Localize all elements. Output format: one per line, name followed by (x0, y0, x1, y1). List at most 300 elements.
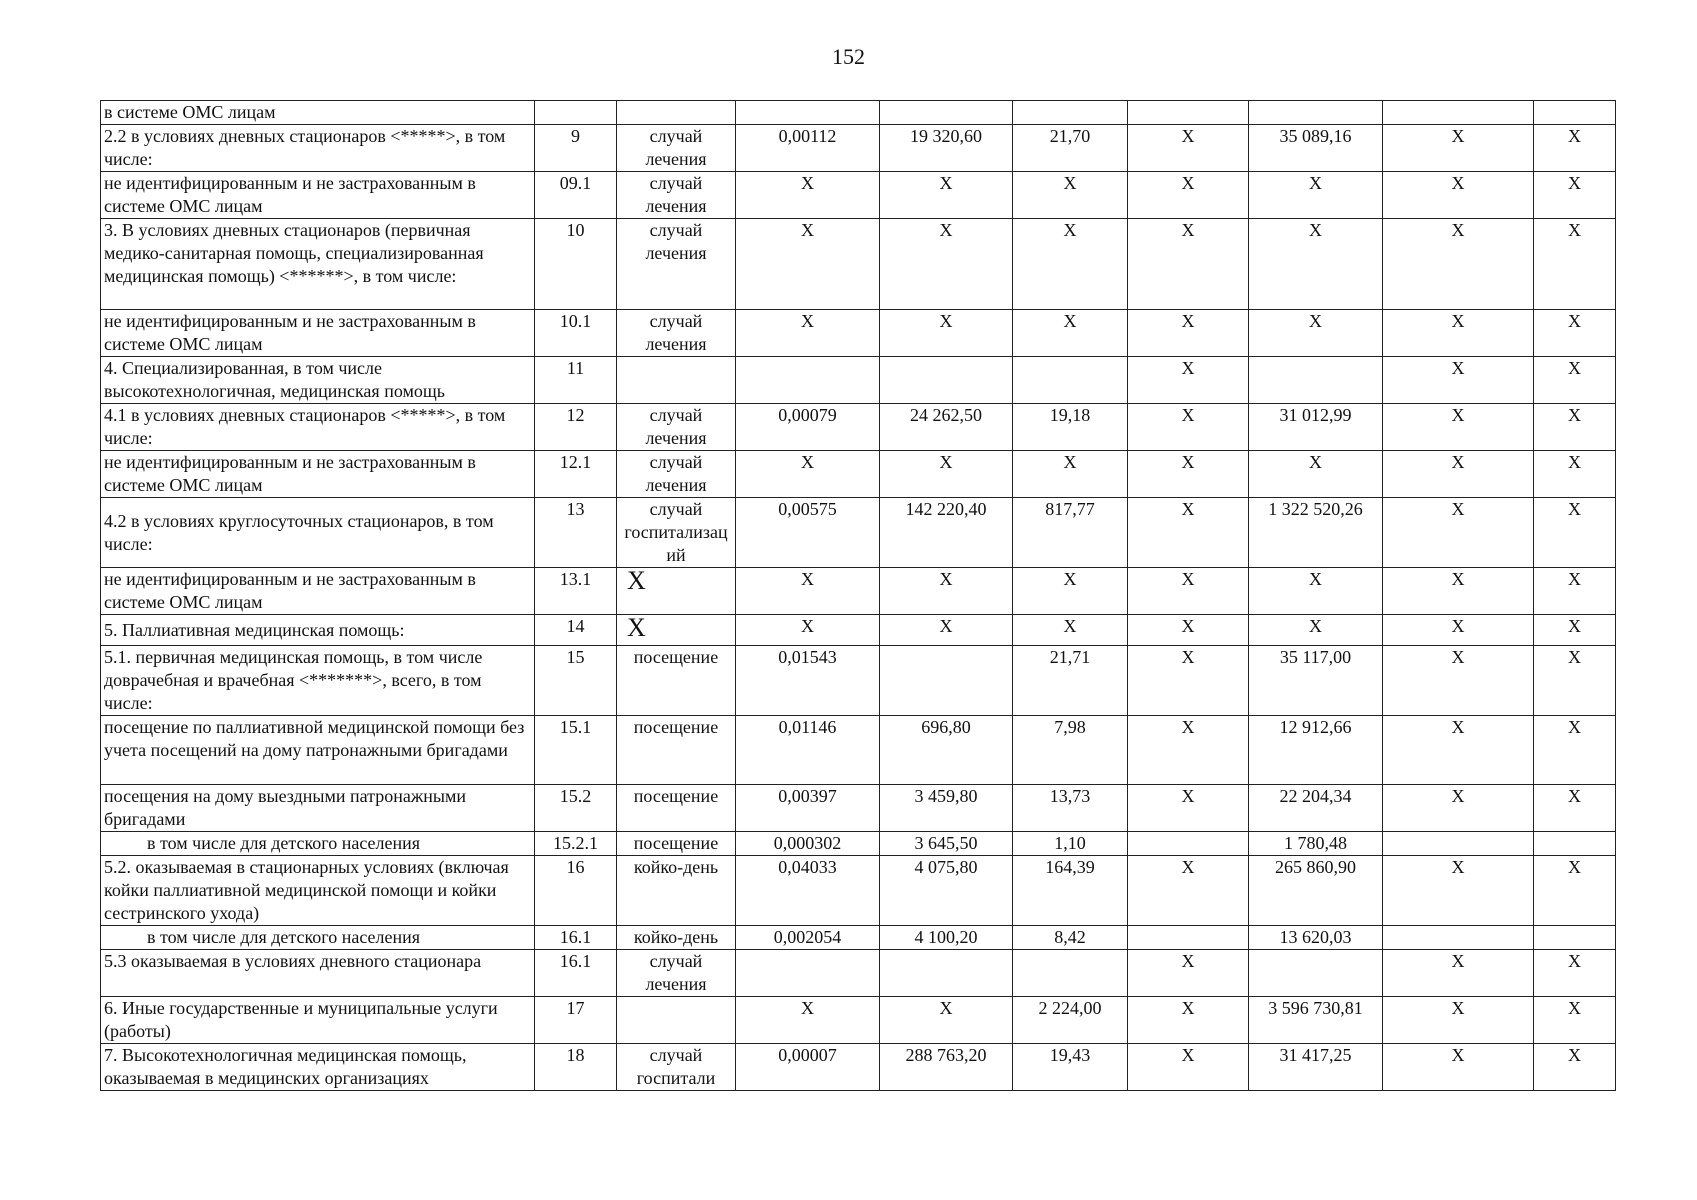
row-name-cell (101, 926, 535, 950)
row-value-cell (1249, 357, 1383, 404)
table-row (101, 172, 1616, 219)
row-value-cell (736, 568, 880, 615)
row-value-cell (880, 646, 1013, 716)
table-row (101, 716, 1616, 785)
row-mark-cell (1534, 172, 1616, 219)
row-mark-cell (1534, 646, 1616, 716)
row-value-cell (880, 451, 1013, 498)
row-code-text: 17 (566, 998, 585, 1018)
row-value-cell (1249, 568, 1383, 615)
row-mark-text: X (1451, 1045, 1465, 1065)
row-value-text: X (939, 616, 953, 636)
row-unit-cell (617, 498, 736, 568)
row-value-cell (736, 950, 880, 997)
row-name-text: 7. Высокотехнологичная медицинская помощь, оказываемая в медицинских организациях (104, 1045, 467, 1088)
row-value-cell (1249, 926, 1383, 950)
row-name-cell (101, 615, 535, 646)
row-mark-text: X (1568, 405, 1581, 425)
row-value-cell (1013, 451, 1128, 498)
row-value-cell (736, 1044, 880, 1091)
row-mark-cell (1383, 1044, 1534, 1091)
row-name-cell (101, 997, 535, 1044)
row-value-cell (1249, 451, 1383, 498)
row-value-text: 3 596 730,81 (1268, 998, 1363, 1018)
row-value-cell (1013, 856, 1128, 926)
row-unit-text: случай госпитализаций (624, 499, 728, 565)
row-unit-cell (617, 451, 736, 498)
row-unit-text: случай лечения (645, 173, 707, 216)
row-unit-text: X (627, 614, 646, 642)
row-code-cell (535, 310, 617, 357)
row-value-text: X (801, 616, 814, 636)
row-mark-text: X (1568, 998, 1581, 1018)
row-value-text: X (939, 311, 953, 331)
row-name-cell (101, 125, 535, 172)
row-unit-text: койко-день (633, 927, 719, 947)
row-unit-cell (617, 926, 736, 950)
row-mark-text: X (1451, 499, 1465, 519)
row-value-cell (1128, 646, 1249, 716)
row-unit-cell (617, 785, 736, 832)
row-value-cell (1249, 785, 1383, 832)
row-unit-cell (617, 568, 736, 615)
row-value-text: X (1309, 569, 1322, 589)
row-code-cell (535, 832, 617, 856)
row-value-cell (1128, 172, 1249, 219)
row-value-cell (1013, 950, 1128, 997)
row-value-cell (880, 832, 1013, 856)
row-code-text: 15.1 (559, 717, 592, 737)
row-value-cell (1013, 357, 1128, 404)
row-code-cell (535, 997, 617, 1044)
row-value-text: 22 204,34 (1279, 786, 1352, 806)
row-code-cell (535, 498, 617, 568)
row-mark-text: X (1451, 857, 1465, 877)
row-mark-text: X (1568, 358, 1581, 378)
row-value-text: X (1063, 569, 1077, 589)
row-name-text: не идентифицированным и не застрахованным в системе ОМС лицам (104, 173, 476, 216)
row-mark-cell (1534, 615, 1616, 646)
row-value-cell (736, 785, 880, 832)
row-mark-text: X (1451, 358, 1465, 378)
row-mark-text: X (1451, 126, 1465, 146)
row-mark-text: X (1451, 647, 1465, 667)
row-name-text: 4. Специализированная, в том числе высокотехнологичная, медицинская помощь (104, 358, 445, 401)
row-mark-text: X (1568, 499, 1581, 519)
table-row (101, 785, 1616, 832)
row-mark-cell (1383, 856, 1534, 926)
row-mark-text: X (1568, 1045, 1581, 1065)
row-value-text: 35 089,16 (1279, 126, 1352, 146)
row-name-cell (101, 357, 535, 404)
row-mark-cell (1534, 498, 1616, 568)
row-value-text: X (939, 220, 953, 240)
row-value-cell (880, 310, 1013, 357)
row-value-text: X (939, 173, 953, 193)
row-value-cell (880, 219, 1013, 310)
row-value-cell (736, 498, 880, 568)
row-value-cell (880, 785, 1013, 832)
row-unit-text: посещение (633, 786, 719, 806)
row-unit-text: посещение (633, 647, 719, 667)
row-value-cell (1128, 950, 1249, 997)
row-name-text: не идентифицированным и не застрахованным в системе ОМС лицам (104, 311, 476, 354)
row-name-cell (101, 219, 535, 310)
row-mark-cell (1534, 310, 1616, 357)
row-mark-text: X (1568, 717, 1581, 737)
row-mark-cell (1534, 568, 1616, 615)
row-name-cell (101, 832, 535, 856)
row-value-text: 3 645,50 (914, 833, 978, 853)
row-mark-cell (1383, 101, 1534, 125)
row-value-text: 1 322 520,26 (1268, 499, 1363, 519)
row-value-cell (880, 997, 1013, 1044)
row-mark-cell (1383, 451, 1534, 498)
row-mark-cell (1534, 125, 1616, 172)
row-unit-cell (617, 716, 736, 785)
row-mark-cell (1534, 219, 1616, 310)
row-value-cell (1128, 451, 1249, 498)
row-value-text: 2 224,00 (1038, 998, 1102, 1018)
row-code-cell (535, 451, 617, 498)
row-value-text: X (1181, 126, 1195, 146)
row-value-text: X (1181, 786, 1195, 806)
row-name-text: 5. Паллиативная медицинская помощь: (104, 619, 405, 640)
row-name-text: 4.2 в условиях круглосуточных стационаров, в том числе: (104, 510, 494, 554)
row-value-cell (880, 404, 1013, 451)
row-value-text: 4 100,20 (914, 927, 978, 947)
table-body (101, 101, 1616, 1091)
row-mark-cell (1383, 172, 1534, 219)
row-value-cell (1013, 568, 1128, 615)
row-value-text: X (1181, 311, 1195, 331)
row-code-cell (535, 568, 617, 615)
row-value-cell (1249, 832, 1383, 856)
row-unit-text: посещение (633, 717, 719, 737)
row-mark-cell (1383, 615, 1534, 646)
row-value-text: 21,70 (1049, 126, 1091, 146)
page-number: 152 (832, 44, 865, 69)
table-row (101, 832, 1616, 856)
row-value-cell (1013, 310, 1128, 357)
row-value-text: X (1181, 1045, 1195, 1065)
row-code-text: 10 (566, 220, 585, 240)
row-value-cell (880, 357, 1013, 404)
row-value-cell (1128, 404, 1249, 451)
row-value-text: 0,002054 (773, 927, 842, 947)
row-mark-cell (1383, 357, 1534, 404)
row-mark-text: X (1568, 452, 1581, 472)
row-mark-text: X (1451, 405, 1465, 425)
row-value-text: 0,00007 (778, 1045, 837, 1065)
row-value-text: 142 220,40 (905, 499, 987, 519)
row-value-cell (1128, 310, 1249, 357)
row-value-text: X (1063, 311, 1077, 331)
row-value-text: 13,73 (1049, 786, 1091, 806)
row-unit-cell (617, 615, 736, 646)
row-value-cell (880, 172, 1013, 219)
row-mark-cell (1383, 832, 1534, 856)
row-mark-text: X (1568, 616, 1581, 636)
row-unit-cell (617, 856, 736, 926)
row-name-text: 4.1 в условиях дневных стационаров <*****>, в том числе: (104, 405, 506, 448)
row-value-cell (1128, 219, 1249, 310)
row-name-text: в том числе для детского населения (147, 927, 421, 947)
table-row (101, 950, 1616, 997)
row-mark-cell (1383, 950, 1534, 997)
row-value-text: 696,80 (921, 717, 971, 737)
table-row (101, 856, 1616, 926)
row-value-text: X (1181, 173, 1195, 193)
row-value-text: 0,04033 (778, 857, 837, 877)
row-value-cell (880, 856, 1013, 926)
row-value-cell (736, 926, 880, 950)
row-value-cell (1013, 404, 1128, 451)
row-value-cell (736, 451, 880, 498)
row-name-cell (101, 568, 535, 615)
row-unit-cell (617, 172, 736, 219)
row-value-text: X (1181, 857, 1195, 877)
row-value-text: X (1181, 717, 1195, 737)
row-value-text: 1 780,48 (1284, 833, 1347, 853)
row-name-text: 5.1. первичная медицинская помощь, в том числе доврачебная и врачебная <*******>, всего, в том числе: (104, 647, 483, 713)
row-code-text: 16 (566, 857, 585, 877)
row-value-text: X (1181, 452, 1195, 472)
row-value-text: X (939, 452, 953, 472)
row-name-text: в системе ОМС лицам (104, 102, 276, 122)
row-value-cell (1249, 404, 1383, 451)
row-value-text: X (801, 311, 814, 331)
row-mark-cell (1534, 856, 1616, 926)
row-mark-text: X (1568, 126, 1581, 146)
row-value-text: 288 763,20 (905, 1045, 987, 1065)
row-value-cell (736, 101, 880, 125)
row-value-cell (1249, 950, 1383, 997)
row-value-cell (1013, 926, 1128, 950)
row-value-text: X (1309, 220, 1322, 240)
row-value-text: X (939, 998, 953, 1018)
row-value-cell (1128, 856, 1249, 926)
row-value-cell (736, 615, 880, 646)
row-value-text: X (939, 569, 953, 589)
row-value-text: 0,00112 (778, 126, 837, 146)
row-value-cell (1128, 716, 1249, 785)
row-value-cell (1013, 1044, 1128, 1091)
row-code-cell (535, 950, 617, 997)
row-value-text: 7,98 (1054, 717, 1086, 737)
row-code-cell (535, 357, 617, 404)
row-value-cell (736, 357, 880, 404)
row-unit-text: случай лечения (645, 951, 707, 994)
table-row (101, 101, 1616, 125)
row-code-text: 14 (566, 616, 585, 636)
row-name-text: не идентифицированным и не застрахованным в системе ОМС лицам (104, 569, 476, 612)
row-unit-cell (617, 997, 736, 1044)
row-value-cell (1013, 219, 1128, 310)
row-value-cell (1249, 219, 1383, 310)
row-mark-cell (1383, 997, 1534, 1044)
row-code-text: 10.1 (559, 311, 592, 331)
row-value-cell (1249, 1044, 1383, 1091)
row-mark-cell (1383, 404, 1534, 451)
row-value-cell (1249, 172, 1383, 219)
row-value-cell (736, 219, 880, 310)
row-mark-text: X (1568, 311, 1581, 331)
row-mark-cell (1534, 832, 1616, 856)
row-code-text: 13 (566, 499, 585, 519)
row-value-cell (880, 615, 1013, 646)
row-value-text: X (1309, 452, 1322, 472)
row-unit-cell (617, 832, 736, 856)
row-value-cell (1128, 125, 1249, 172)
row-value-cell (1249, 615, 1383, 646)
row-value-cell (880, 101, 1013, 125)
row-value-cell (1128, 568, 1249, 615)
row-code-text: 09.1 (559, 173, 592, 193)
row-mark-cell (1383, 716, 1534, 785)
row-value-cell (880, 125, 1013, 172)
row-unit-text: посещение (633, 833, 719, 853)
row-code-cell (535, 219, 617, 310)
row-unit-cell (617, 310, 736, 357)
table-row (101, 1044, 1616, 1091)
row-unit-text: койко-день (633, 857, 719, 877)
row-value-text: X (1181, 616, 1195, 636)
table-row (101, 646, 1616, 716)
row-unit-cell (617, 1044, 736, 1091)
row-name-cell (101, 856, 535, 926)
row-code-cell (535, 646, 617, 716)
row-value-text: 35 117,00 (1279, 647, 1352, 667)
row-value-cell (1249, 856, 1383, 926)
table-row (101, 615, 1616, 646)
row-value-cell (1249, 997, 1383, 1044)
row-unit-text: случай лечения (645, 405, 707, 448)
row-mark-cell (1534, 785, 1616, 832)
row-value-cell (1013, 498, 1128, 568)
row-value-text: X (1181, 220, 1195, 240)
row-mark-cell (1534, 926, 1616, 950)
row-value-text: X (1181, 405, 1195, 425)
row-value-cell (880, 498, 1013, 568)
row-value-cell (1128, 101, 1249, 125)
row-value-cell (736, 832, 880, 856)
row-value-text: 24 262,50 (910, 405, 982, 425)
row-name-text: 3. В условиях дневных стационаров (первичная медико-санитарная помощь, специализированная медицинская помощь) <******>, в том числе: (104, 220, 484, 286)
row-code-text: 16.1 (559, 951, 592, 971)
row-value-cell (880, 950, 1013, 997)
row-mark-cell (1534, 101, 1616, 125)
row-mark-cell (1383, 568, 1534, 615)
row-unit-text: случай лечения (645, 452, 707, 495)
row-value-text: 21,71 (1049, 647, 1091, 667)
row-code-text: 13.1 (559, 569, 592, 589)
row-value-cell (1013, 101, 1128, 125)
row-value-cell (1013, 125, 1128, 172)
row-value-text: 1,10 (1054, 833, 1086, 853)
row-value-cell (1249, 310, 1383, 357)
row-code-text: 9 (571, 126, 580, 146)
row-mark-cell (1383, 785, 1534, 832)
row-mark-cell (1534, 357, 1616, 404)
row-value-cell (1128, 498, 1249, 568)
row-value-cell (1128, 615, 1249, 646)
row-value-text: X (1063, 452, 1077, 472)
row-value-text: X (1181, 499, 1195, 519)
row-value-cell (1013, 172, 1128, 219)
row-value-text: 31 012,99 (1279, 405, 1352, 425)
row-unit-cell (617, 404, 736, 451)
row-name-cell (101, 451, 535, 498)
row-mark-text: X (1568, 857, 1581, 877)
row-code-cell (535, 101, 617, 125)
row-value-text: 12 912,66 (1279, 717, 1352, 737)
row-value-cell (1128, 1044, 1249, 1091)
row-code-text: 15.2 (559, 786, 592, 806)
row-name-cell (101, 310, 535, 357)
row-value-text: X (1063, 220, 1077, 240)
row-value-cell (1013, 997, 1128, 1044)
row-mark-text: X (1451, 220, 1465, 240)
row-value-cell (880, 926, 1013, 950)
row-mark-cell (1383, 926, 1534, 950)
row-name-text: 6. Иные государственные и муниципальные услуги (работы) (104, 998, 498, 1041)
row-value-cell (1249, 716, 1383, 785)
row-mark-text: X (1568, 569, 1581, 589)
row-value-cell (1249, 498, 1383, 568)
row-unit-cell (617, 125, 736, 172)
row-value-text: X (1181, 951, 1195, 971)
row-mark-text: X (1568, 951, 1581, 971)
row-value-text: 19,43 (1049, 1045, 1091, 1065)
row-value-cell (1128, 997, 1249, 1044)
row-value-text: X (801, 569, 814, 589)
row-value-text: X (1063, 616, 1077, 636)
table-row (101, 498, 1616, 568)
row-mark-text: X (1568, 786, 1581, 806)
row-mark-cell (1383, 125, 1534, 172)
row-mark-text: X (1451, 569, 1465, 589)
row-value-text: X (1063, 173, 1077, 193)
row-name-cell (101, 101, 535, 125)
row-value-cell (736, 310, 880, 357)
row-value-text: 8,42 (1054, 927, 1086, 947)
row-mark-text: X (1568, 173, 1581, 193)
table-row (101, 219, 1616, 310)
row-mark-text: X (1451, 717, 1465, 737)
row-value-text: 164,39 (1045, 857, 1095, 877)
row-mark-cell (1383, 219, 1534, 310)
row-value-text: X (801, 998, 814, 1018)
row-code-text: 18 (566, 1045, 585, 1065)
row-value-cell (1249, 125, 1383, 172)
row-code-cell (535, 125, 617, 172)
row-mark-text: X (1451, 452, 1465, 472)
row-code-text: 16.1 (559, 927, 592, 947)
row-value-text: 0,01543 (778, 647, 837, 667)
table-row (101, 310, 1616, 357)
row-value-cell (1013, 832, 1128, 856)
row-value-cell (1128, 357, 1249, 404)
row-unit-cell (617, 357, 736, 404)
row-mark-text: X (1451, 786, 1465, 806)
row-code-text: 12 (566, 405, 585, 425)
row-name-cell (101, 716, 535, 785)
row-value-cell (736, 646, 880, 716)
row-value-text: X (1181, 647, 1195, 667)
row-value-cell (1013, 615, 1128, 646)
table-row (101, 357, 1616, 404)
